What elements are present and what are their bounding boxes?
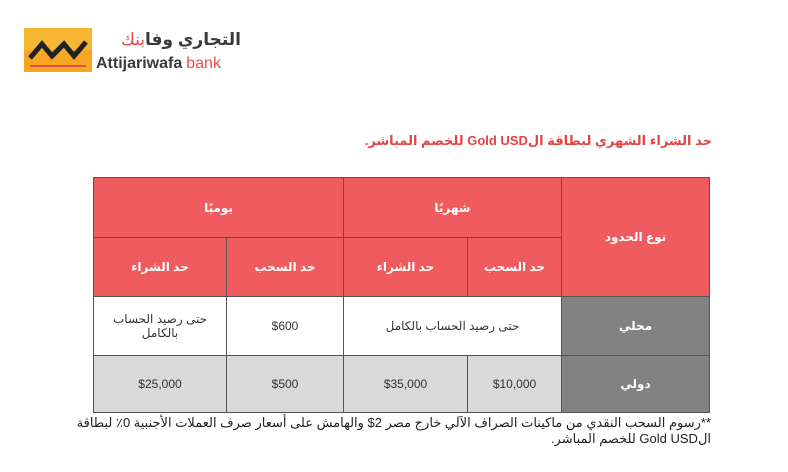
group-header-daily: يوميًا [94,178,344,238]
group-header-monthly: شهريًا [344,178,562,238]
logo-brand: Attijariwafa [96,55,183,72]
footnote: **رسوم السحب النقدي من ماكينات الصراف الآلي خارج مصر 2$ والهامش على أسعار صرف العملات الأجنبية 0٪ لبطاقة الGold USD للخصم المباشر. [76,415,711,446]
cell-local-daily-purchase: حتى رصيد الحساب بالكامل [94,297,227,356]
cell-local-daily-withdrawal: $600 [227,297,344,356]
cell-intl-monthly-purchase: $35,000 [344,356,468,413]
subheader-monthly-purchase: حد الشراء [344,238,468,297]
subheader-daily-purchase: حد الشراء [94,238,227,297]
table-row-international [94,356,710,413]
subheader-monthly-withdrawal: حد السحب [468,238,562,297]
logo-arabic-text [115,30,241,50]
limits-table [93,177,710,413]
corner-header: نوع الحدود [562,178,710,297]
logo-english-text [96,55,221,73]
cell-local-monthly: حتى رصيد الحساب بالكامل [344,297,562,356]
subheader-daily-withdrawal: حد السحب [227,238,344,297]
cell-intl-daily-withdrawal: $500 [227,356,344,413]
table-row-local [94,297,710,356]
bank-logo [24,27,241,77]
cell-intl-monthly-withdrawal: $10,000 [468,356,562,413]
logo-arabic-name: التجاري وفا [145,30,241,49]
logo-bank: bank [186,55,221,72]
row-label-local: محلي [562,297,710,356]
page-heading: حد الشراء الشهري لبطاقة الGold USD للخصم المباشر. [364,133,712,148]
attijariwafa-logo-icon [24,28,92,72]
row-label-international: دولي [562,356,710,413]
cell-intl-daily-purchase: $25,000 [94,356,227,413]
logo-arabic-bank: بنك [120,30,146,49]
